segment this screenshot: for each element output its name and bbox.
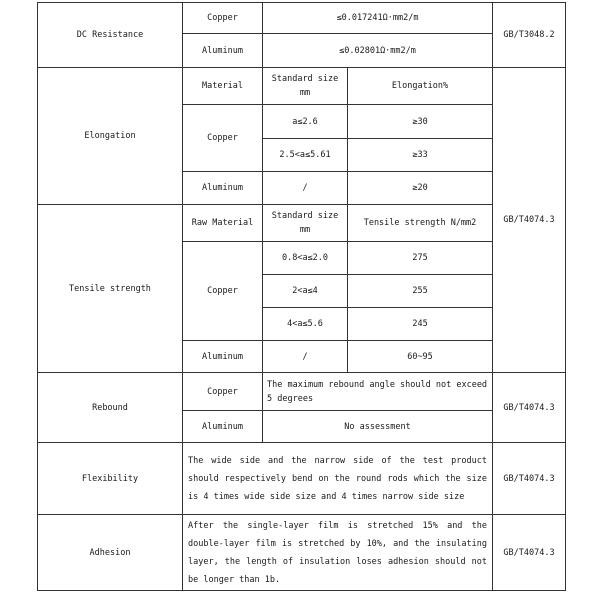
rebound-copper-row	[38, 373, 566, 411]
rebound-copper-value: The maximum rebound angle should not exceed 5 degrees	[263, 373, 493, 411]
tensile-copper-size-3: 4<a≤5.6	[263, 308, 348, 341]
elongation-copper-label: Copper	[183, 105, 263, 172]
tensile-material-header: Raw Material	[183, 205, 263, 242]
tensile-copper-size-2: 2<a≤4	[263, 275, 348, 308]
rebound-aluminum-label: Aluminum	[183, 411, 263, 443]
tensile-copper-value-3: 245	[348, 308, 493, 341]
elongation-value-header: Elongation%	[348, 68, 493, 105]
elongation-aluminum-size: /	[263, 172, 348, 205]
dc-standard: GB/T3048.2	[493, 3, 566, 68]
specification-table	[37, 2, 566, 591]
rebound-item: Rebound	[38, 373, 183, 443]
adhesion-row	[38, 515, 566, 591]
dc-resistance-item: DC Resistance	[38, 3, 183, 68]
tensile-header-row	[38, 205, 566, 242]
elongation-copper-value-1: ≥30	[348, 105, 493, 139]
elongation-aluminum-value: ≥20	[348, 172, 493, 205]
dc-aluminum-label: Aluminum	[183, 34, 263, 68]
adhesion-value: After the single-layer film is stretched 15% and the double-layer film is stretched by 10%, and the insulating layer, the length of insulation loses adhesion should not be longer than 1b.	[183, 515, 493, 591]
tensile-copper-value-1: 275	[348, 242, 493, 275]
tensile-value-header: Tensile strength N/mm2	[348, 205, 493, 242]
rebound-aluminum-value: No assessment	[263, 411, 493, 443]
elongation-header-row	[38, 68, 566, 105]
tensile-copper-value-2: 255	[348, 275, 493, 308]
dc-aluminum-value: ≤0.02801Ω·mm2/m	[263, 34, 493, 68]
rebound-copper-label: Copper	[183, 373, 263, 411]
tensile-aluminum-value: 60~95	[348, 341, 493, 373]
dc-copper-value: ≤0.017241Ω·mm2/m	[263, 3, 493, 34]
elongation-copper-value-2: ≥33	[348, 139, 493, 172]
tensile-aluminum-label: Aluminum	[183, 341, 263, 373]
tensile-copper-size-1: 0.8<a≤2.0	[263, 242, 348, 275]
elongation-copper-size-1: a≤2.6	[263, 105, 348, 139]
dc-copper-label: Copper	[183, 3, 263, 34]
tensile-size-header: Standard size mm	[263, 205, 348, 242]
dc-resistance-row-copper	[38, 3, 566, 34]
elongation-tensile-standard: GB/T4074.3	[493, 68, 566, 373]
tensile-copper-label: Copper	[183, 242, 263, 341]
tensile-item: Tensile strength	[38, 205, 183, 373]
elongation-aluminum-label: Aluminum	[183, 172, 263, 205]
flexibility-row	[38, 443, 566, 515]
elongation-size-header: Standard size mm	[263, 68, 348, 105]
rebound-standard: GB/T4074.3	[493, 373, 566, 443]
elongation-material-header: Material	[183, 68, 263, 105]
adhesion-standard: GB/T4074.3	[493, 515, 566, 591]
tensile-aluminum-size: /	[263, 341, 348, 373]
flexibility-standard: GB/T4074.3	[493, 443, 566, 515]
elongation-item: Elongation	[38, 68, 183, 205]
adhesion-item: Adhesion	[38, 515, 183, 591]
flexibility-item: Flexibility	[38, 443, 183, 515]
flexibility-value: The wide side and the narrow side of the test product should respectively bend on the round rods which the size is 4 times wide side size and 4 times narrow side size	[183, 443, 493, 515]
elongation-copper-size-2: 2.5<a≤5.61	[263, 139, 348, 172]
